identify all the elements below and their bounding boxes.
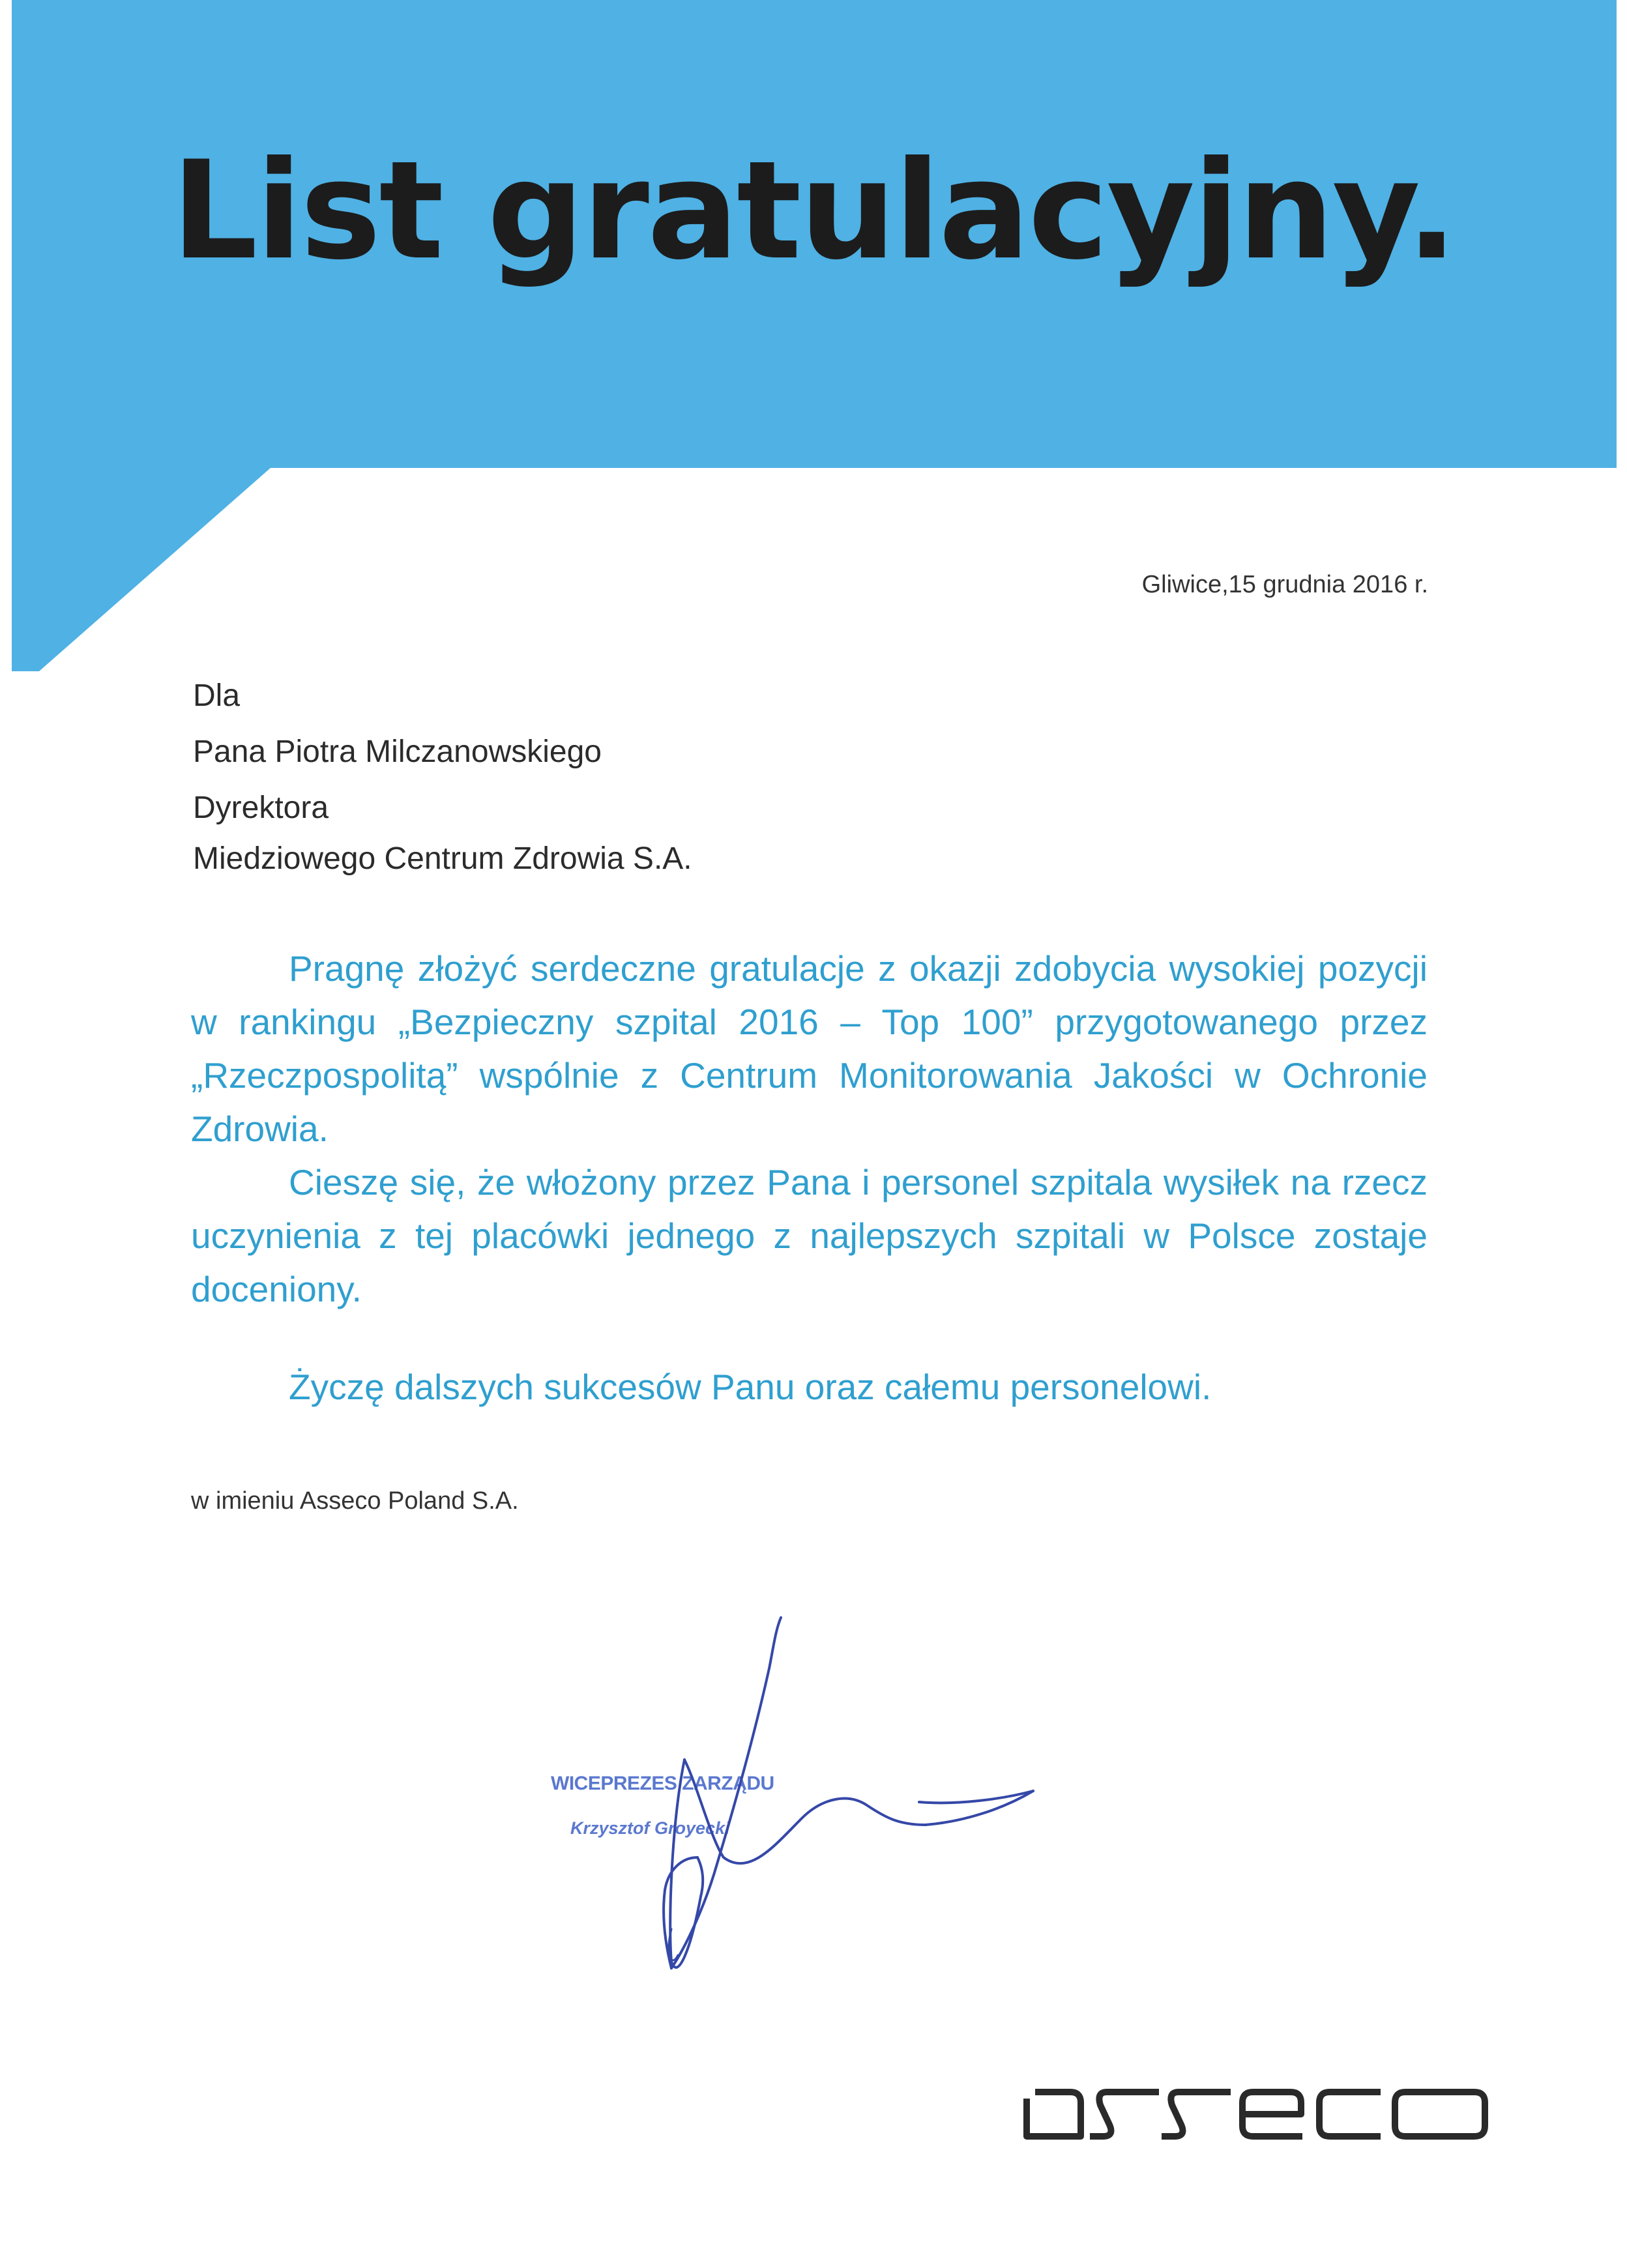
logo-letter-e	[1242, 2092, 1302, 2136]
logo-letter-s1	[1090, 2092, 1159, 2136]
recipient-line-4: Miedziowego Centrum Zdrowia S.A.	[193, 841, 692, 876]
stamp-role: WICEPREZES ZARZĄDU	[551, 1773, 774, 1794]
stamp-name: Krzysztof Groyecki	[570, 1818, 730, 1838]
letter-body	[191, 942, 1428, 1414]
letter-date: Gliwice,15 grudnia 2016 r.	[1141, 571, 1428, 598]
letter-title: List gratulacyjny.	[171, 132, 1456, 290]
recipient-line-2: Pana Piotra Milczanowskiego	[193, 734, 602, 769]
signature-stamp	[551, 1773, 774, 1839]
logo-letter-a	[1027, 2092, 1081, 2136]
recipient-line-3: Dyrektora	[193, 791, 329, 825]
logo-letter-s2	[1162, 2092, 1231, 2136]
signoff-line: w imieniu Asseco Poland S.A.	[191, 1487, 519, 1515]
body-paragraph-3: Życzę dalszych sukcesów Panu oraz całemu personelowi.	[289, 1367, 1212, 1407]
body-paragraph-2: Cieszę się, że włożony przez Pana i personel szpitala wysiłek na rzecz uczynienia z tej placówki jednego z najlepszych szpitali w Polsce zostaje doceniony.	[191, 1162, 1428, 1309]
logo-letter-o	[1395, 2092, 1485, 2136]
asseco-logo	[1023, 2086, 1490, 2144]
recipient-block	[193, 668, 692, 887]
body-paragraph-1: Pragnę złożyć serdeczne gratulacje z okazji zdobycia wysokiej pozycji w rankingu „Bezpieczny szpital 2016 – Top 100” przygotowanego przez „Rzeczpospolitą” wspólnie z Centrum Monitorowania Jakości w Ochronie Zdrowia.	[191, 948, 1428, 1149]
recipient-line-1: Dla	[193, 678, 241, 713]
logo-letter-c	[1319, 2092, 1381, 2136]
